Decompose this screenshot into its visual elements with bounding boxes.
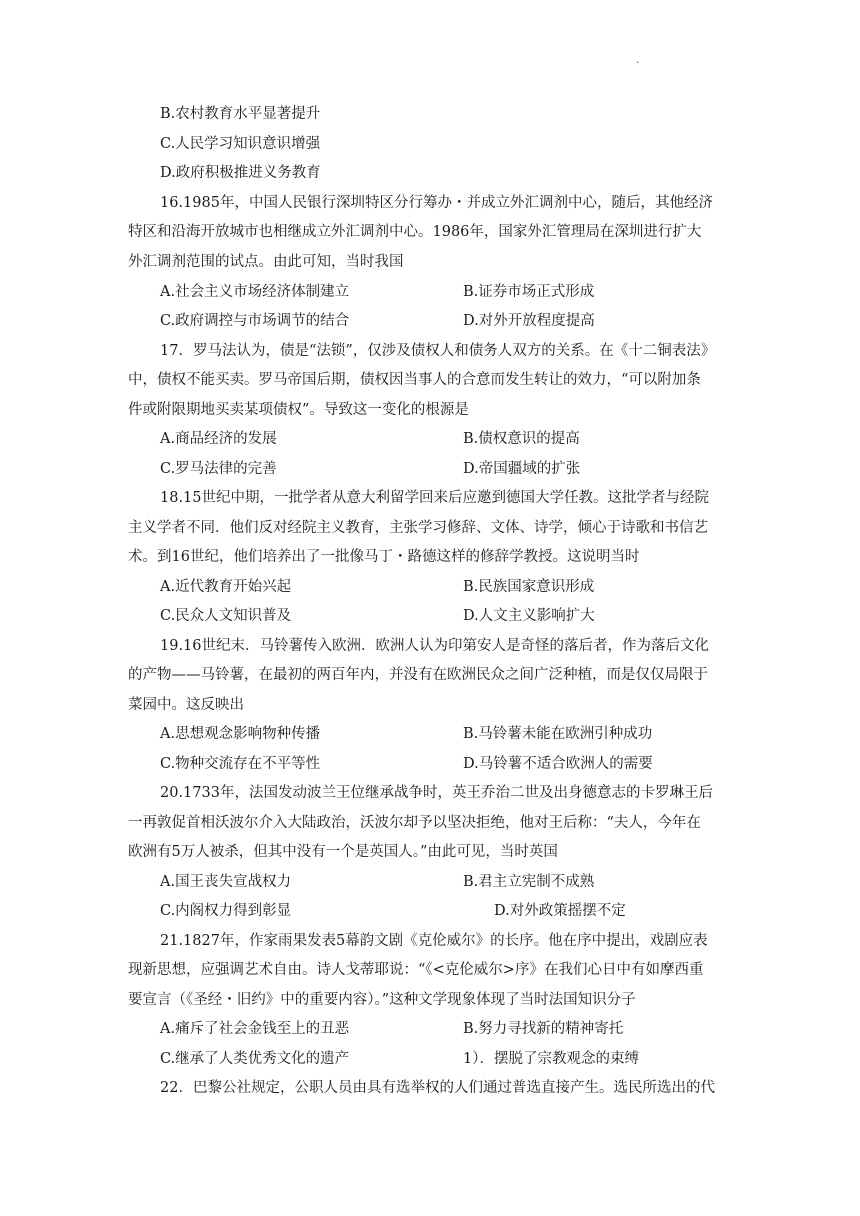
q16-option-d: D.对外开放程度提高 [463,313,595,329]
q18-line-1: 18.15世纪中期，一批学者从意大利留学回来后应邀到德国大学任教。这批学者与经院 [160,490,710,506]
q19-line-2: 的产物——马铃薯，在最初的两百年内，并没有在欧洲民众之间广泛种植，而是仅仅局限于 [128,667,708,683]
q22-line-1: 22．巴黎公社规定，公职人员由具有选举权的人们通过普选直接产生。选民所选出的代 [160,1080,715,1096]
q19-line-3: 菜园中。这反映出 [128,697,244,713]
q16-line-1: 16.1985年，中国人民银行深圳特区分行筹办・并成立外汇调剂中心，随后，其他经济 [160,195,713,211]
q18-option-c: C.民众人文知识普及 [160,608,292,624]
option-c-prev: C.人民学习知识意识增强 [160,136,321,152]
q21-option-b: B.努力寻找新的精神寄托 [463,1021,624,1037]
q17-option-c: C.罗马法律的完善 [160,461,277,477]
q16-option-c: C.政府调控与市场调节的结合 [160,313,350,329]
q16-option-b: B.证券市场正式形成 [463,284,595,300]
q20-option-b: B.君主立宪制不成熟 [463,874,595,890]
q19-option-b: B.马铃薯未能在欧洲引种成功 [463,726,653,742]
q21-option-d: 1）．摆脱了宗教观念的束缚 [463,1051,639,1067]
q21-option-a: A.痛斥了社会金钱至上的丑恶 [160,1021,350,1037]
q20-line-1: 20.1733年，法国发动波兰王位继承战争时，英王乔治二世及出身德意志的卡罗琳王后 [160,785,713,801]
q18-line-3: 术。到16世纪，他们培养出了一批像马丁・路德这样的修辞学教授。这说明当时 [128,549,640,565]
q17-option-b: B.债权意识的提高 [463,431,580,447]
option-d-prev: D.政府积极推进义务教育 [160,165,321,181]
q20-option-d: D.对外政策摇摆不定 [494,903,626,919]
q18-option-d: D.人文主义影响扩大 [463,608,595,624]
q21-line-3: 要宣言（《圣经・旧约》中的重要内容）。”这种文学现象体现了当时法国知识分子 [128,992,636,1008]
header-mark: · [636,58,640,69]
q20-option-a: A.国王丧失宣战权力 [160,874,292,890]
q18-option-a: A.近代教育开始兴起 [160,579,292,595]
q20-line-3: 欧洲有5万人被杀，但其中没有一个是英国人。”由此可见，当时英国 [128,844,558,860]
q18-option-b: B.民族国家意识形成 [463,579,595,595]
q18-line-2: 主义学者不同．他们反对经院主义教育，主张学习修辞、文体、诗学，倾心于诗歌和书信艺 [128,520,708,536]
q19-option-d: D.马铃薯不适合欧洲人的需要 [463,756,653,772]
q19-option-a: A.思想观念影响物种传播 [160,726,321,742]
q17-line-2: 中，债权不能买卖。罗马帝国后期，债权因当事人的合意而发生转让的效力，“可以附加条 [128,372,701,388]
q21-line-2: 现新思想，应强调艺术自由。诗人戈蒂耶说：“《<克伦威尔>序》在我们心日中有如摩西重 [128,962,704,978]
q20-line-2: 一再敦促首相沃波尔介入大陆政治，沃波尔却予以坚决拒绝，他对王后称：“夫人，今年在 [128,815,701,831]
q16-line-2: 特区和沿海开放城市也相继成立外汇调剂中心。1986年，国家外汇管理局在深圳进行扩大 [128,224,702,240]
q16-option-a: A.社会主义市场经济体制建立 [160,284,350,300]
option-b-prev: B.农村教育水平显著提升 [160,106,321,122]
q16-line-3: 外汇调剂范围的试点。由此可知，当时我国 [128,254,404,270]
q21-line-1: 21.1827年，作家雨果发表5幕韵文剧《克伦威尔》的长序。他在序中提出，戏剧应表 [160,933,708,949]
q20-option-c: C.内阁权力得到彰显 [160,903,292,919]
q17-option-d: D.帝国疆域的扩张 [463,461,581,477]
q19-line-1: 19.16世纪末．马铃薯传入欧洲．欧洲人认为印第安人是奇怪的落后者，作为落后文化 [160,638,710,654]
q21-option-c: C.继承了人类优秀文化的遗产 [160,1051,350,1067]
q17-line-1: 17．罗马法认为，债是“法锁”，仅涉及债权人和债务人双方的关系。在《十二铜表法》 [160,343,716,359]
q19-option-c: C.物种交流存在不平等性 [160,756,321,772]
q17-option-a: A.商品经济的发展 [160,431,277,447]
q17-line-3: 件或附限期地买卖某项债权”。导致这一变化的根源是 [128,402,469,418]
